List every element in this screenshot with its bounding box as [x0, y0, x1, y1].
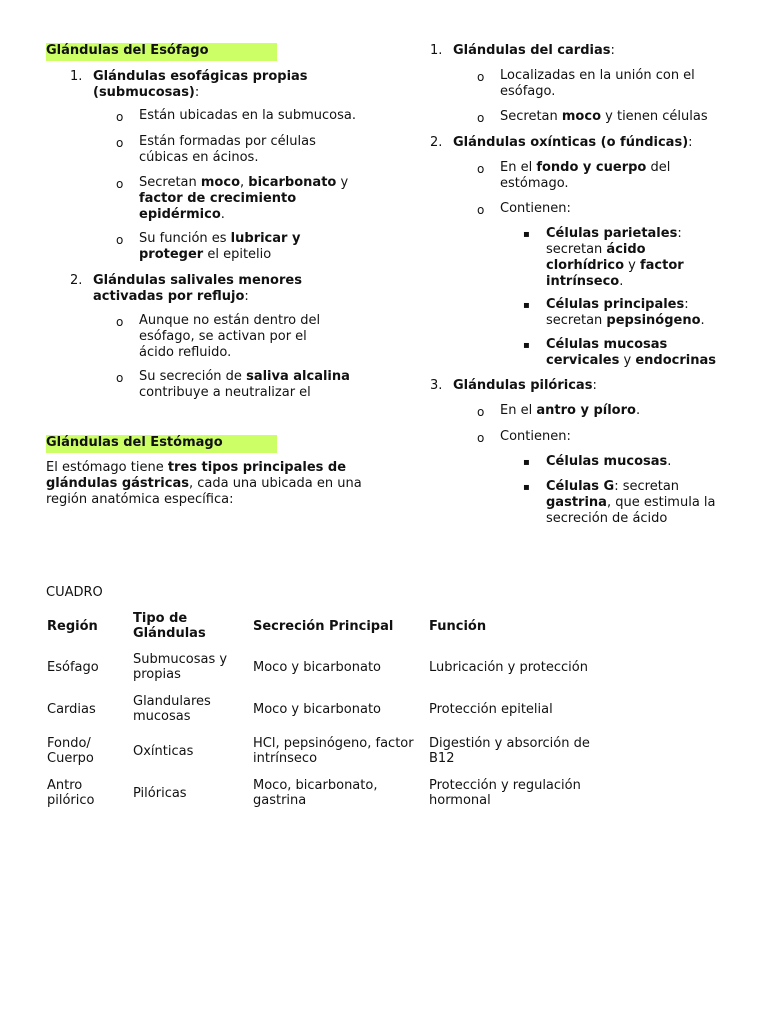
list-number: 3. [430, 378, 443, 393]
list-item: Están formadas por células cúbicas en ácinos. [139, 134, 316, 165]
table-row [40, 772, 602, 814]
table-cell: Moco y bicarbonato [253, 701, 382, 717]
list-item: Células principales: secretan pepsinógeno. [546, 297, 705, 328]
list-number: 2. [430, 135, 443, 150]
glands-table [40, 606, 602, 814]
table-caption: CUADRO [46, 585, 103, 600]
table-cell: Antro pilórico [47, 778, 95, 808]
list-item: Secretan moco, bicarbonato y factor de crecimiento epidérmico. [139, 175, 349, 222]
estomago-intro: El estómago tiene tres tipos principales de glándulas gástricas, cada una ubicada en una región anatómica específica: [46, 460, 362, 507]
oxinticas-title: Glándulas oxínticas (o fúndicas): [453, 135, 693, 150]
esofago-item-1-title: Glándulas esofágicas propias (submucosas): [93, 69, 308, 100]
bullet-circle: o [116, 233, 124, 247]
table-cell: Esófago [47, 659, 99, 675]
table-header-cell: Secreción Principal [253, 618, 394, 634]
estomago-heading [46, 435, 277, 453]
table-header-cell: Región [47, 618, 98, 634]
list-item: Están ubicadas en la submucosa. [139, 108, 356, 123]
bullet-square: ▪ [523, 229, 530, 240]
bullet-circle: o [477, 162, 485, 176]
list-number: 2. [70, 273, 83, 288]
cardias-title: Glándulas del cardias: [453, 43, 615, 58]
table-cell: Glandulares mucosas [133, 694, 211, 724]
list-item: Contienen: [500, 429, 571, 444]
list-number: 1. [430, 43, 443, 58]
table-cell: Protección epitelial [429, 701, 553, 717]
table-cell: Digestión y absorción de B12 [429, 736, 590, 766]
bullet-circle: o [116, 315, 124, 329]
bullet-square: ▪ [523, 300, 530, 311]
esofago-item-2-title: Glándulas salivales menores activadas por reflujo: [93, 273, 302, 304]
bullet-square: ▪ [523, 482, 530, 493]
list-item: Su función es lubricar y proteger el epitelio [139, 231, 301, 262]
estomago-heading-text: Glándulas del Estómago [46, 435, 223, 450]
table-row [40, 688, 602, 730]
esofago-heading [46, 43, 277, 61]
table-cell: HCl, pepsinógeno, factor intrínseco [253, 736, 414, 766]
list-item: En el antro y píloro. [500, 403, 641, 418]
table-cell: Moco y bicarbonato [253, 659, 382, 675]
bullet-circle: o [477, 111, 485, 125]
table-cell: Oxínticas [133, 743, 194, 759]
list-item: Aunque no están dentro del esófago, se activan por el ácido refluido. [139, 313, 321, 360]
list-item: Su secreción de saliva alcalina contribuye a neutralizar el [139, 369, 350, 400]
bullet-circle: o [477, 431, 485, 445]
list-item: Células mucosas cervicales y endocrinas [546, 337, 716, 368]
table-header-cell: Tipo de Glándulas [133, 611, 206, 641]
bullet-circle: o [477, 70, 485, 84]
table-cell: Fondo/ Cuerpo [47, 736, 94, 766]
piloricas-title: Glándulas pilóricas: [453, 378, 597, 393]
list-item: En el fondo y cuerpo del estómago. [500, 160, 671, 191]
list-item: Secretan moco y tienen células [500, 109, 708, 124]
list-item: Localizadas en la unión con el esófago. [500, 68, 695, 99]
bullet-circle: o [116, 371, 124, 385]
bullet-square: ▪ [523, 340, 530, 351]
bullet-circle: o [116, 110, 124, 124]
list-item: Células mucosas. [546, 454, 672, 469]
table-cell: Moco, bicarbonato, gastrina [253, 778, 378, 808]
bullet-circle: o [477, 405, 485, 419]
list-item: Contienen: [500, 201, 571, 216]
table-cell: Lubricación y protección [429, 659, 588, 675]
bullet-circle: o [116, 177, 124, 191]
table-cell: Pilóricas [133, 785, 187, 801]
list-item: Células parietales: secretan ácido clorhídrico y factor intrínseco. [546, 226, 684, 289]
bullet-square: ▪ [523, 457, 530, 468]
table-cell: Protección y regulación hormonal [429, 778, 581, 808]
table-cell: Submucosas y propias [133, 652, 228, 682]
table-cell: Cardias [47, 701, 96, 717]
table-row [40, 730, 602, 772]
table-header-row [40, 606, 602, 646]
bullet-circle: o [116, 136, 124, 150]
list-item: Células G: secretan gastrina, que estimula la secreción de ácido [546, 479, 716, 526]
bullet-circle: o [477, 203, 485, 217]
table-row [40, 646, 602, 688]
esofago-heading-text: Glándulas del Esófago [46, 43, 209, 58]
list-number: 1. [70, 69, 83, 84]
table-header-cell: Función [429, 618, 487, 634]
